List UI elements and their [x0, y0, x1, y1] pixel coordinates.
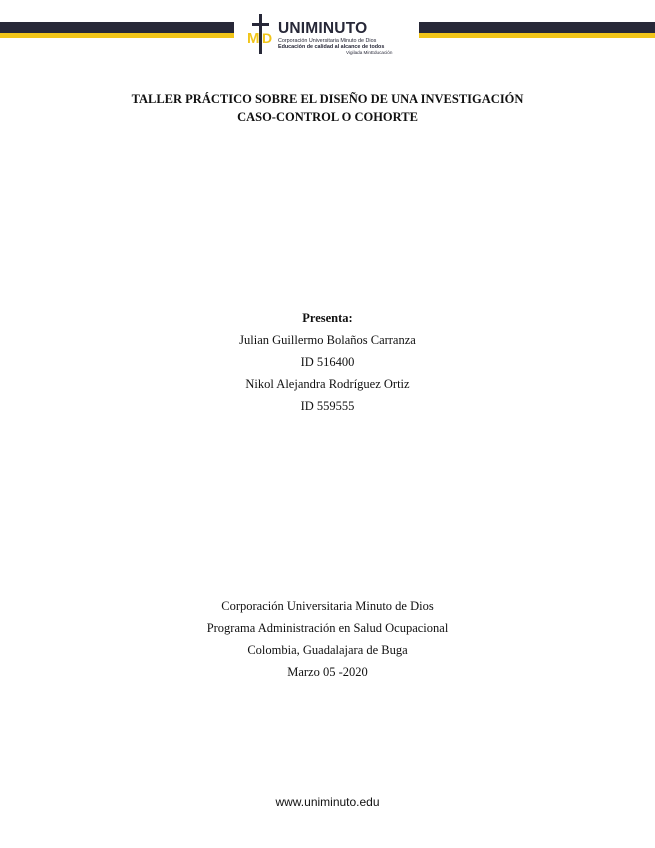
- header-bar-left: [0, 22, 234, 40]
- header-bar-right: [419, 22, 655, 40]
- header-bar-gold-stripe: [419, 33, 655, 38]
- document-title-line-2: CASO-CONTROL O COHORTE: [237, 110, 418, 124]
- author-id: ID 559555: [300, 399, 355, 413]
- date: Marzo 05 -2020: [287, 665, 368, 679]
- brand-name: UNIMINUTO: [278, 20, 368, 37]
- location: Colombia, Guadalajara de Buga: [247, 643, 408, 657]
- brand-subtitle: Corporación Universitaria Minuto de Dios: [278, 38, 377, 44]
- header-bar-navy-stripe: [0, 22, 234, 33]
- presenters-label: Presenta:: [302, 311, 353, 325]
- svg-text:D: D: [262, 30, 273, 46]
- brand-vigilada: Vigilada MinEducación: [346, 50, 393, 55]
- header-bar-gold-stripe: [0, 33, 234, 38]
- document-title-line-1: TALLER PRÁCTICO SOBRE EL DISEÑO DE UNA INVESTIGACIÓN: [131, 92, 524, 106]
- program-name: Programa Administración en Salud Ocupacional: [206, 621, 449, 635]
- brand-tagline: Educación de calidad al alcance de todos: [278, 44, 385, 50]
- md-emblem-icon: [246, 14, 278, 56]
- footer-url[interactable]: www.uniminuto.edu: [275, 795, 380, 809]
- uniminuto-logo: [246, 14, 416, 56]
- header-bar-navy-stripe: [419, 22, 655, 33]
- author-id: ID 516400: [300, 355, 355, 369]
- author-name: Nikol Alejandra Rodríguez Ortiz: [245, 377, 410, 391]
- svg-text:M: M: [247, 30, 260, 47]
- institution-name: Corporación Universitaria Minuto de Dios: [221, 599, 434, 613]
- author-name: Julian Guillermo Bolaños Carranza: [239, 333, 416, 347]
